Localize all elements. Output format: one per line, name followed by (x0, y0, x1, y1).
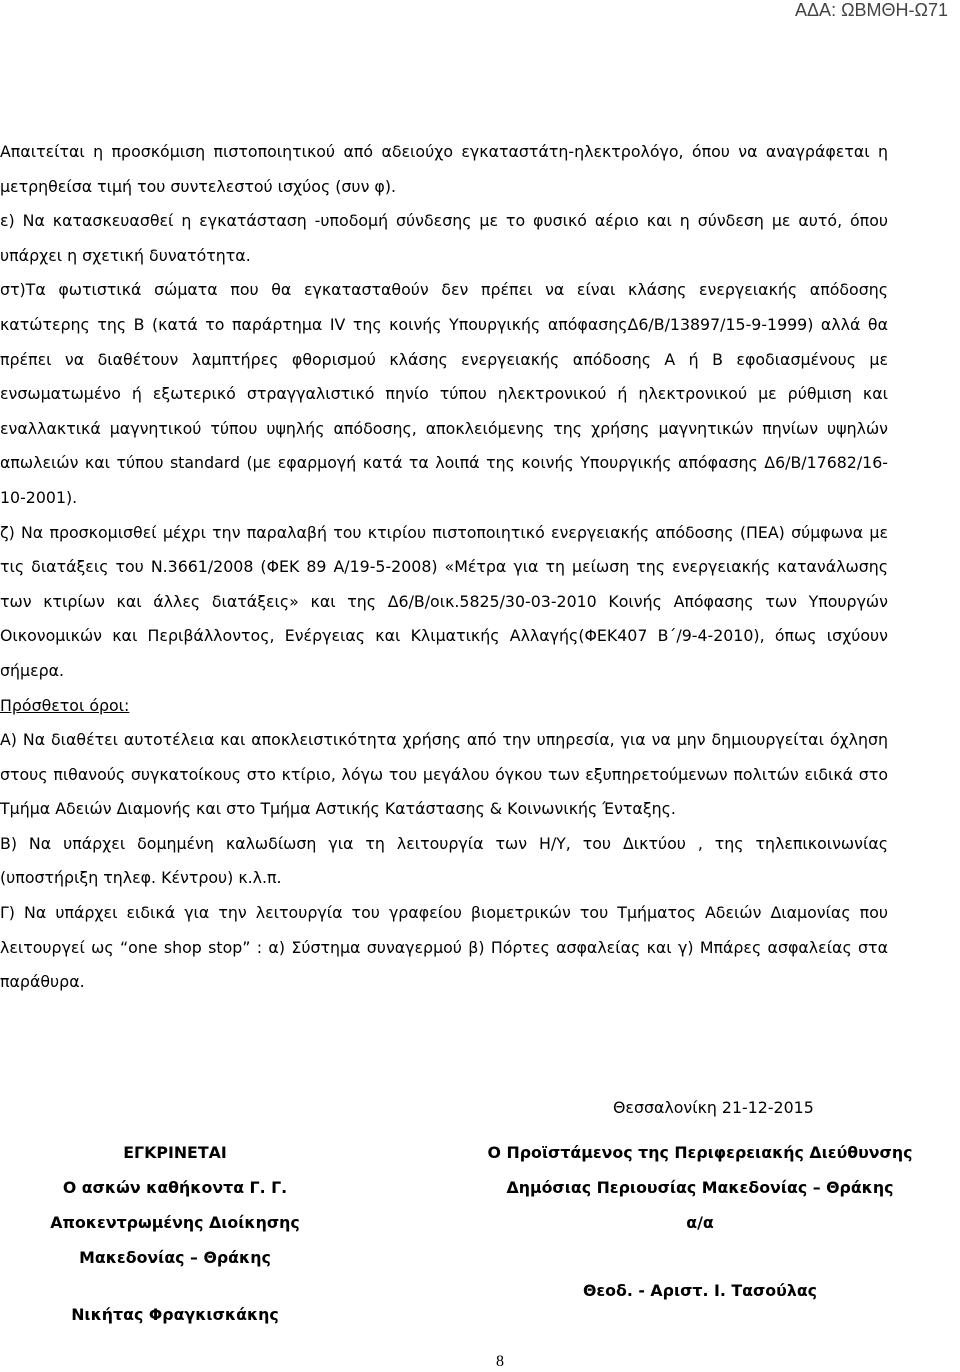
paragraph-energy-certificate: ζ) Να προσκομισθεί μέχρι την παραλαβή του κτιρίου πιστοποιητικό ενεργειακής απόδοσης (ΠΕΑ) σύμφωνα με τις διατάξεις του Ν.3661/2008 (ΦΕΚ 89 Α/19-5-2008) «Μέτρα για τη μείωση της ενεργειακής κατανάλωσης των κτιρίων και άλλες διατάξεις» και της Δ6/Β/οικ.5825/30-03-2010 Κοινής Απόφασης των Υπουργών Οικονομικών και Περιβάλλοντος, Ενέργειας και Κλιματικής Αλλαγής(ΦΕΚ407 Β΄/9-4-2010), όπως ισχύουν σήμερα. (0, 522, 888, 680)
place-date: Θεσσαλονίκη 21-12-2015 (613, 1098, 814, 1117)
paragraph-power-factor: Απαιτείται η προσκόμιση πιστοποιητικού από αδειούχο εγκαταστάτη-ηλεκτρολόγο, όπου να αναγράφεται η μετρηθείσα τιμή του συντελεστού ισχύος (συν φ). (0, 142, 888, 196)
term-c: Γ) Να υπάρχει ειδικά για την λειτουργία του γραφείου βιομετρικών του Τμήματος Αδειών Διαμονίας που λειτουργεί ως “one shop stop” : α) Σύστημα συναγερμού β) Πόρτες ασφαλείας και γ) Μπάρες ασφαλείας στα παράθυρα. (0, 903, 888, 992)
page-number: 8 (496, 1353, 504, 1370)
paragraph-natural-gas: ε) Να κατασκευασθεί η εγκατάσταση -υποδομή σύνδεσης με το φυσικό αέριο και η σύνδεση με αυτό, όπου υπάρχει η σχετική δυνατότητα. (0, 211, 888, 265)
approval-label: ΕΓΚΡΙΝΕΤΑΙ (123, 1143, 227, 1162)
approver-name: Νικήτας Φραγκισκάκης (71, 1305, 279, 1324)
director-role: Ο Προϊστάμενος της Περιφερειακής Διεύθυνσης (487, 1143, 913, 1162)
director-name: Θεοδ. - Αριστ. Ι. Τασούλας (582, 1281, 818, 1300)
document-body (0, 135, 888, 1000)
term-a: Α) Να διαθέτει αυτοτέλεια και αποκλειστικότητα χρήσης από την υπηρεσία, για να μην δημιουργείται όχληση στους πιθανούς συγκατοίκους στο κτίριο, λόγω του μεγάλου όγκου των εξυπηρετούμενων πολιτών ειδικά στο Τμήμα Αδειών Διαμονής και στο Τμήμα Αστικής Κατάστασης & Κοινωνικής Ένταξης. (0, 730, 888, 819)
approver-authority: Αποκεντρωμένης Διοίκησης (50, 1213, 300, 1232)
additional-terms-heading: Πρόσθετοι όροι: (0, 695, 130, 715)
approver-region: Μακεδονίας – Θράκης (79, 1248, 271, 1267)
director-aa: α/α (686, 1213, 714, 1232)
director-department: Δημόσιας Περιουσίας Μακεδονίας – Θράκης (506, 1178, 894, 1197)
paragraph-lighting: στ)Τα φωτιστικά σώματα που θα εγκατασταθούν δεν πρέπει να είναι κλάσης ενεργειακής απόδοσης κατώτερης της Β (κατά το παράρτημα IV της κοινής Υπουργικής απόφασηςΔ6/Β/13897/15-9-1999) αλλά θα πρέπει να διαθέτουν λαμπτήρες φθορισμού κλάσης ενεργειακής απόδοσης Α ή Β εφοδιασμένους με ενσωματωμένο ή εξωτερικό στραγγαλιστικό πηνίο τύπου ηλεκτρονικού ή ηλεκτρονικού με ρύθμιση και εναλλακτικά μαγνητικού τύπου υψηλής απόδοσης, αποκλειόμενης της χρήσης μαγνητικών πηνίων υψηλών απωλειών και τύπου standard (με εφαρμογή κατά τα λοιπά της κοινής Υπουργικής απόφασης Δ6/Β/17682/16-10-2001). (0, 280, 888, 507)
ada-code: ΑΔΑ: ΩΒΜΘΗ-Ω71 (795, 0, 948, 20)
term-b: Β) Να υπάρχει δομημένη καλωδίωση για τη λειτουργία των Η/Υ, του Δικτύου , της τηλεπικοινωνίας (υποστήριξη τηλεφ. Κέντρου) κ.λ.π. (0, 833, 888, 888)
approver-role: Ο ασκών καθήκοντα Γ. Γ. (62, 1178, 288, 1197)
